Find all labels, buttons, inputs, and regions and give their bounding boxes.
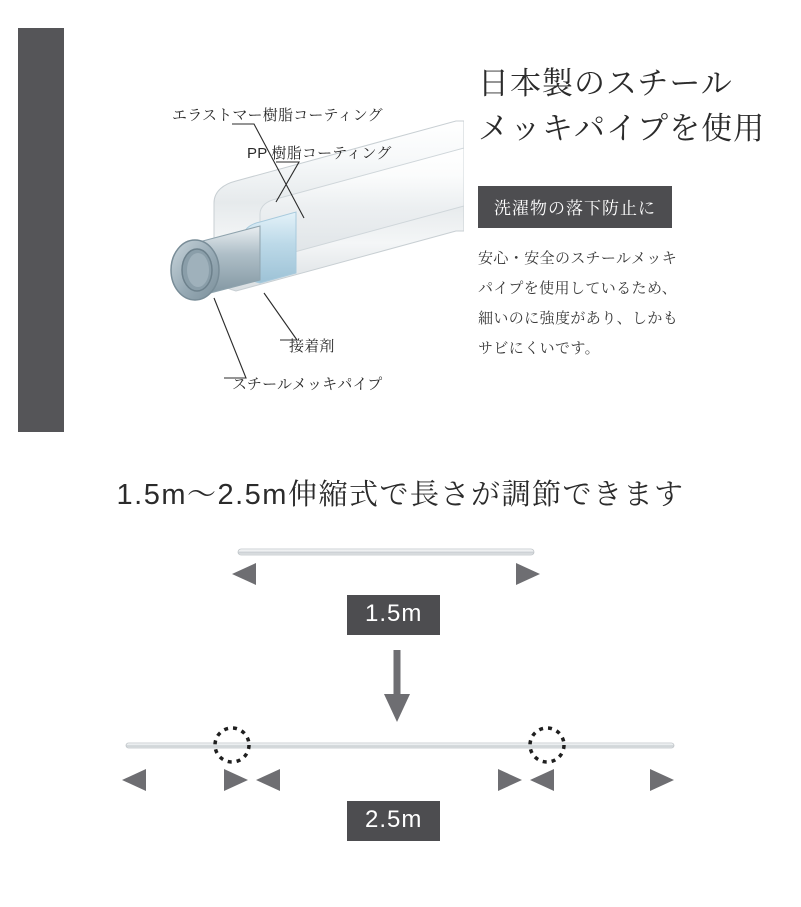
body-copy [478,244,778,364]
top-section [0,0,801,432]
label-adhesive: 接着剤 [289,338,335,355]
feature-badge: 洗濯物の落下防止に [478,186,672,228]
pipe-illustration-svg [64,28,464,418]
left-dark-accent-bar [18,28,64,432]
body-copy-line-2: パイプを使用しているため、 [478,279,678,297]
down-arrow [384,650,410,722]
headline [478,62,778,152]
bottom-section [0,432,801,907]
label-elastomer-coating: エラストマー樹脂コーティング [172,107,383,124]
headline-line-2: メッキパイプを使用 [478,110,766,146]
extension-range-title: 1.5m〜2.5m伸縮式で長さが調節できます [116,479,685,511]
measure-arrow-short [232,563,540,585]
pipe-cutaway-diagram [64,28,464,408]
measurement-chip-short: 1.5m [347,595,440,635]
body-copy-line-4: サビにくいです。 [478,339,601,357]
body-copy-line-1: 安心・安全のスチールメッキ [478,249,678,267]
right-copy-block [478,62,778,364]
label-pp-coating: PP 樹脂コーティング [247,145,392,162]
rod-short [238,549,534,555]
body-copy-line-3: 細いのに強度があり、しかも [478,309,679,327]
headline-line-1: 日本製のスチール [478,66,733,101]
measure-arrow-long [122,769,674,791]
rod-long [126,728,674,762]
label-steel-plated-pipe: スチールメッキパイプ [232,376,383,393]
measurement-chip-long: 2.5m [347,801,440,841]
